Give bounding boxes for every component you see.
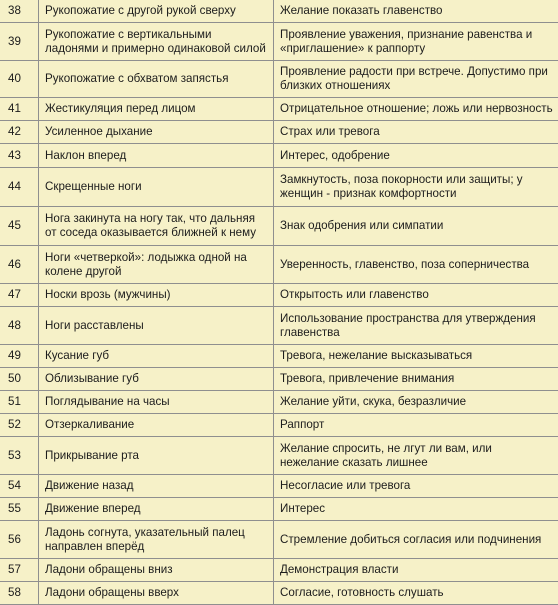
gesture-cell: Наклон вперед xyxy=(39,144,274,168)
row-number: 42 xyxy=(0,121,39,144)
meaning-cell: Интерес, одобрение xyxy=(274,144,558,168)
row-number: 56 xyxy=(0,521,39,559)
meaning-cell: Знак одобрения или симпатии xyxy=(274,207,558,246)
meaning-cell: Желание спросить, не лгут ли вам, или нежелание сказать лишнее xyxy=(274,437,558,475)
gesture-cell: Рукопожатие с другой рукой сверху xyxy=(39,0,274,23)
meaning-cell: Уверенность, главенство, поза соперничества xyxy=(274,246,558,284)
row-number: 43 xyxy=(0,144,39,168)
row-number: 41 xyxy=(0,98,39,121)
row-number: 38 xyxy=(0,0,39,23)
gesture-cell: Ноги расставлены xyxy=(39,307,274,345)
meaning-cell: Стремление добиться согласия или подчинения xyxy=(274,521,558,559)
table-row xyxy=(0,498,558,521)
meaning-cell: Тревога, нежелание высказываться xyxy=(274,345,558,368)
table-row xyxy=(0,0,558,23)
table-row xyxy=(0,414,558,437)
gesture-cell: Ноги «четверкой»: лодыжка одной на колене другой xyxy=(39,246,274,284)
meaning-cell: Желание уйти, скука, безразличие xyxy=(274,391,558,414)
gesture-cell: Жестикуляция перед лицом xyxy=(39,98,274,121)
row-number: 39 xyxy=(0,23,39,61)
meaning-cell: Несогласие или тревога xyxy=(274,475,558,498)
meaning-cell: Согласие, готовность слушать xyxy=(274,582,558,605)
table-row xyxy=(0,61,558,98)
gesture-cell: Прикрывание рта xyxy=(39,437,274,475)
meaning-cell: Демонстрация власти xyxy=(274,559,558,582)
meaning-cell: Использование пространства для утверждения главенства xyxy=(274,307,558,345)
meaning-cell: Проявление радости при встрече. Допустимо при близких отношениях xyxy=(274,61,558,98)
meaning-cell: Страх или тревога xyxy=(274,121,558,144)
gesture-cell: Облизывание губ xyxy=(39,368,274,391)
row-number: 55 xyxy=(0,498,39,521)
gesture-cell: Рукопожатие с вертикальными ладонями и примерно одинаковой силой xyxy=(39,23,274,61)
table-row xyxy=(0,144,558,168)
table-row xyxy=(0,168,558,207)
gesture-cell: Ладонь согнута, указательный палец направлен вперёд xyxy=(39,521,274,559)
row-number: 57 xyxy=(0,559,39,582)
gesture-cell: Отзеркаливание xyxy=(39,414,274,437)
table-row xyxy=(0,559,558,582)
row-number: 53 xyxy=(0,437,39,475)
row-number: 47 xyxy=(0,284,39,307)
meaning-cell: Тревога, привлечение внимания xyxy=(274,368,558,391)
meaning-cell: Желание показать главенство xyxy=(274,0,558,23)
row-number: 51 xyxy=(0,391,39,414)
table-row xyxy=(0,23,558,61)
meaning-cell: Раппорт xyxy=(274,414,558,437)
table-row xyxy=(0,307,558,345)
gesture-cell: Кусание губ xyxy=(39,345,274,368)
gesture-cell: Движение назад xyxy=(39,475,274,498)
table-row xyxy=(0,368,558,391)
table-row xyxy=(0,345,558,368)
row-number: 49 xyxy=(0,345,39,368)
table-row xyxy=(0,207,558,246)
gesture-cell: Ладони обращены вниз xyxy=(39,559,274,582)
meaning-cell: Замкнутость, поза покорности или защиты; у женщин - признак комфортности xyxy=(274,168,558,207)
table-row xyxy=(0,437,558,475)
row-number: 45 xyxy=(0,207,39,246)
gesture-cell: Движение вперед xyxy=(39,498,274,521)
row-number: 58 xyxy=(0,582,39,605)
row-number: 44 xyxy=(0,168,39,207)
row-number: 46 xyxy=(0,246,39,284)
meaning-cell: Открытость или главенство xyxy=(274,284,558,307)
table-row xyxy=(0,284,558,307)
meaning-cell: Отрицательное отношение; ложь или нервозность xyxy=(274,98,558,121)
row-number: 52 xyxy=(0,414,39,437)
gesture-cell: Ладони обращены вверх xyxy=(39,582,274,605)
gesture-cell: Поглядывание на часы xyxy=(39,391,274,414)
meaning-cell: Проявление уважения, признание равенства и «приглашение» к раппорту xyxy=(274,23,558,61)
meaning-cell: Интерес xyxy=(274,498,558,521)
gesture-cell: Рукопожатие с обхватом запястья xyxy=(39,61,274,98)
gesture-cell: Нога закинута на ногу так, что дальняя от соседа оказывается ближней к нему xyxy=(39,207,274,246)
table-row xyxy=(0,475,558,498)
row-number: 54 xyxy=(0,475,39,498)
table-row xyxy=(0,391,558,414)
row-number: 48 xyxy=(0,307,39,345)
table-row xyxy=(0,121,558,144)
table-row xyxy=(0,98,558,121)
table-row xyxy=(0,246,558,284)
row-number: 50 xyxy=(0,368,39,391)
table-row xyxy=(0,582,558,605)
table-row xyxy=(0,521,558,559)
gesture-cell: Скрещенные ноги xyxy=(39,168,274,207)
gesture-cell: Носки врозь (мужчины) xyxy=(39,284,274,307)
gesture-cell: Усиленное дыхание xyxy=(39,121,274,144)
row-number: 40 xyxy=(0,61,39,98)
